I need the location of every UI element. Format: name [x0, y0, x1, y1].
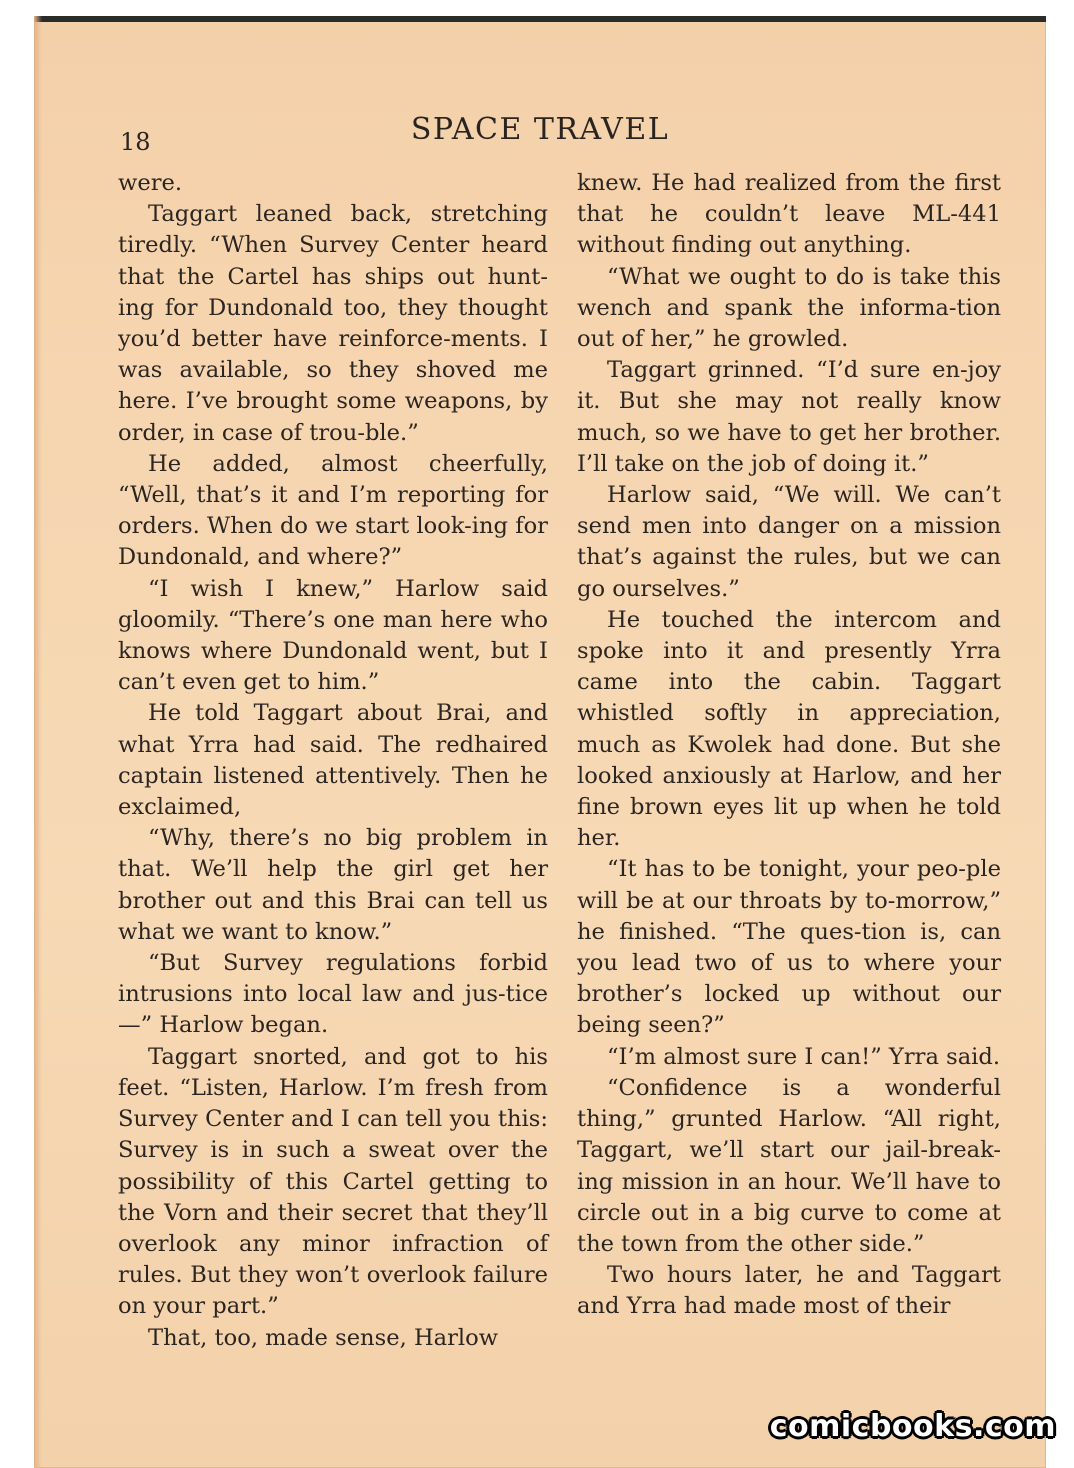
- paragraph: Taggart grinned. “I’d sure en-joy it. But she may not really know much, so we have to get her brother. I’ll take on the job of doing it.”: [577, 357, 1001, 477]
- paragraph: “Confidence is a wonderful thing,” grunted Harlow. “All right, Taggart, we’ll start our jail-break-ing mission in an hour. We’ll have to circle out in a big curve to come at the town from the other side.”: [577, 1074, 1001, 1257]
- page-number: 18: [120, 128, 151, 156]
- paragraph: Harlow said, “We will. We can’t send men into danger on a mission that’s against the rules, but we can go ourselves.”: [577, 482, 1001, 602]
- paragraph: He told Taggart about Brai, and what Yrra had said. The redhaired captain listened attentively. Then he exclaimed,: [118, 700, 548, 821]
- paragraph: He touched the intercom and spoke into it and presently Yrra came into the cabin. Taggart whistled softly in appreciation, much as Kwolek had done. But she looked anxiously at Harlow, and her fine brown eyes lit up when he told her.: [577, 606, 1001, 852]
- paragraph: “I wish I knew,” Harlow said gloomily. “There’s one man here who knows where Dundonald went, but I can’t even get to him.”: [118, 575, 548, 696]
- paragraph: “It has to be tonight, your peo-ple will be at our throats by to-morrow,” he finished. “The ques-tion is, can you lead two of us to where your brother’s locked up without our being seen?”: [577, 856, 1001, 1039]
- paragraph: Taggart leaned back, stretching tiredly. “When Survey Center heard that the Cartel has ships out hunt-ing for Dundonald too, they thought you’d better have reinforce-ments. I was available, so they shoved me here. I’ve brought some weapons, by order, in case of trou-ble.”: [118, 201, 548, 446]
- paragraph: He added, almost cheerfully, “Well, that’s it and I’m reporting for orders. When do we start look-ing for Dundonald, and where?”: [118, 450, 548, 571]
- paragraph: “Why, there’s no big problem in that. We’ll help the girl get her brother out and this Brai can tell us what we want to know.”: [118, 825, 548, 945]
- left-text-column: [118, 168, 548, 1354]
- paragraph: “What we ought to do is take this wench and spank the informa-tion out of her,” he growled.: [577, 263, 1001, 353]
- paragraph: “I’m almost sure I can!” Yrra said.: [607, 1043, 1001, 1070]
- paragraph: That, too, made sense, Harlow: [148, 1324, 499, 1351]
- page-header: [34, 102, 1046, 156]
- magazine-page: [34, 16, 1046, 1468]
- paragraph: Two hours later, he and Taggart and Yrra had made most of their: [577, 1262, 1001, 1320]
- running-title: SPACE TRAVEL: [410, 112, 670, 147]
- right-text-column: [577, 168, 1001, 1323]
- paragraph: were.: [118, 170, 183, 196]
- paragraph: Taggart snorted, and got to his feet. “Listen, Harlow. I’m fresh from Survey Center and I can tell you this: Survey is in such a sweat over the possibility of this Cartel getting to the Vorn and their secret that they’ll overlook any minor infraction of rules. But they won’t overlook failure on your part.”: [118, 1043, 548, 1320]
- watermark: comicbooks.com: [769, 1409, 1056, 1444]
- paragraph: “But Survey regulations forbid intrusions into local law and jus-tice—” Harlow began.: [118, 950, 548, 1039]
- paragraph: knew. He had realized from the first that he couldn’t leave ML-441 without finding out anything.: [577, 170, 1001, 259]
